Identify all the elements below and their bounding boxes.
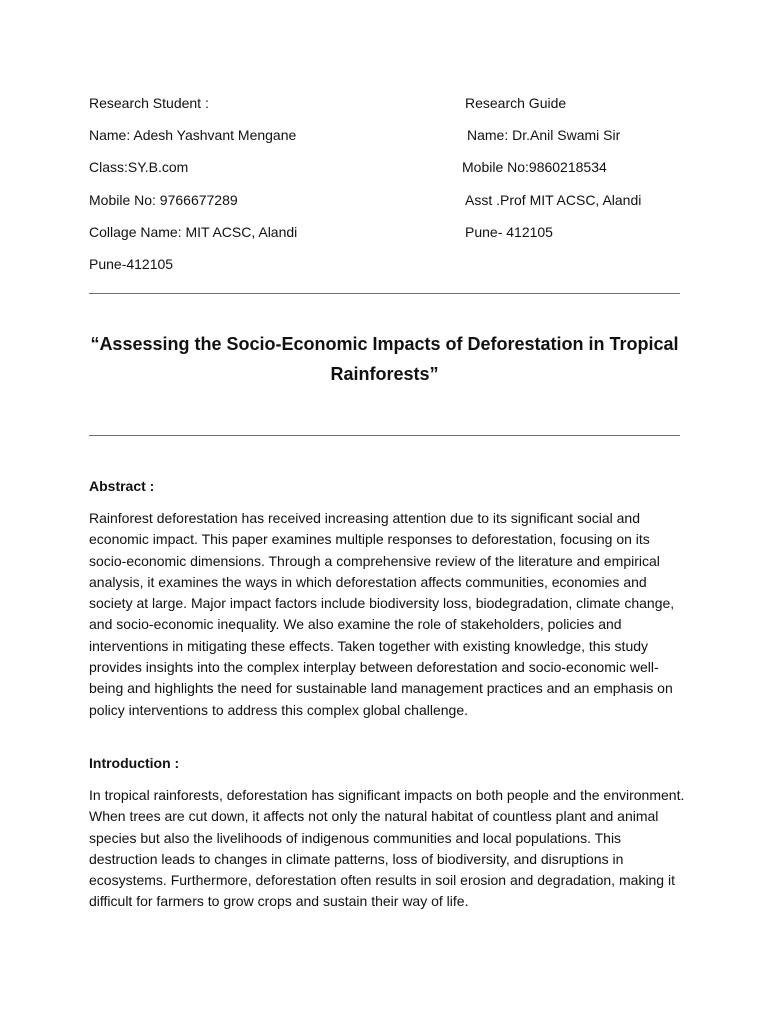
- guide-name: Name: Dr.Anil Swami Sir: [467, 127, 621, 143]
- guide-city: Pune- 412105: [465, 224, 553, 240]
- introduction-text: In tropical rainforests, deforestation has significant impacts on both people and the environment. When trees are cut down, it affects not only the natural habitat of countless plant and animal species but also the livelihoods of indigenous communities and local populations. This destruction leads to changes in climate patterns, loss of biodiversity, and disruptions in ecosystems. Furthermore, deforestation often results in soil erosion and degradation, making it difficult for farmers to grow crops and sustain their way of life.: [89, 787, 685, 910]
- guide-position: Asst .Prof MIT ACSC, Alandi: [465, 192, 642, 208]
- abstract-heading: Abstract :: [89, 478, 155, 494]
- abstract-text: Rainforest deforestation has received increasing attention due to its significant social and economic impact. This paper examines multiple responses to deforestation, focusing on its socio-economic dimensions. Through a comprehensive review of the literature and empirical analysis, it examines the ways in which deforestation affects communities, economies and society at large. Major impact factors include biodiversity loss, biodegradation, climate change, and socio-economic inequality. We also examine the role of stakeholders, policies and interventions in mitigating these effects. Taken together with existing knowledge, this study provides insights into the complex interplay between deforestation and socio-economic well-being and highlights the need for sustainable land management practices and an emphasis on policy interventions to address this complex global challenge.: [89, 510, 675, 718]
- student-college: Collage Name: MIT ACSC, Alandi: [89, 224, 298, 240]
- guide-heading: Research Guide: [465, 95, 567, 111]
- student-city: Pune-412105: [89, 256, 174, 272]
- top-divider: [89, 293, 680, 294]
- student-class: Class:SY.B.com: [89, 159, 189, 175]
- student-name: Name: Adesh Yashvant Mengane: [89, 127, 297, 143]
- introduction-heading: Introduction :: [89, 755, 180, 771]
- bottom-divider: [89, 435, 680, 436]
- student-heading: Research Student :: [89, 95, 209, 111]
- student-mobile: Mobile No: 9766677289: [89, 192, 238, 208]
- paper-title: “Assessing the Socio-Economic Impacts of Deforestation in Tropical Rainforests”: [90, 334, 679, 384]
- guide-mobile: Mobile No:9860218534: [462, 159, 607, 175]
